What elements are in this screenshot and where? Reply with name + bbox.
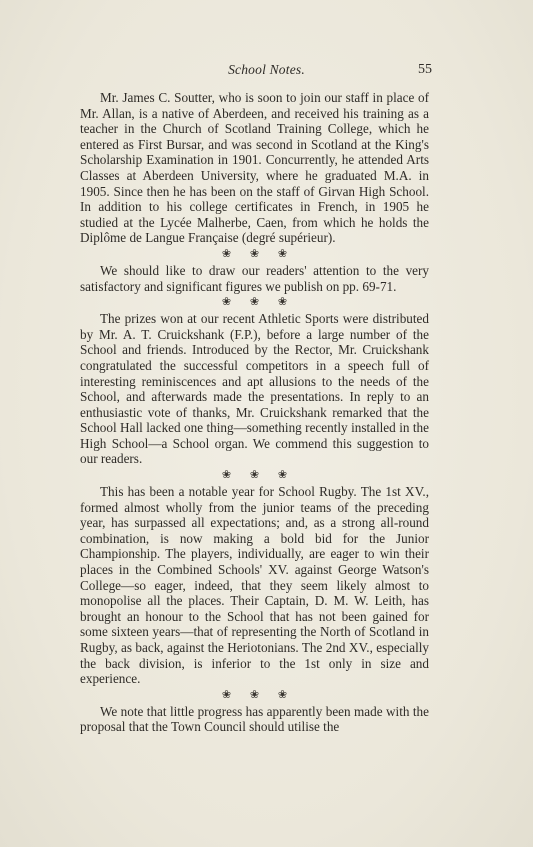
page-body (80, 90, 429, 735)
ornament-divider: ❀ ❀ ❀ (221, 469, 296, 482)
paragraph-figures: We should like to draw our readers' attention to the very satisfactory and significant figures we publish on pp. 69-71. (80, 262, 429, 294)
page-number: 55 (418, 62, 432, 77)
ornament-divider: ❀ ❀ ❀ (221, 688, 296, 701)
running-title: School Notes. (228, 62, 305, 77)
ornament-divider: ❀ ❀ ❀ (221, 247, 296, 260)
paragraph-rugby: This has been a notable year for School Rugby. The 1st XV., formed almost wholly from the junior teams of the preceding year, has surpassed all expectations; and, as a strong all-round combination, is now making a bold bid for the Junior Championship. The players, individually, are eager to win their places in the Combined Schools' XV. against George Watson's College—so eager, indeed, that they seem likely almost to monopolise all the places. Their Captain, D. M. W. Leith, has brought an honour to the School that has not been gained for some sixteen years—that of representing the North of Scotland in Rugby, as back, against the Heriotonians. The 2nd XV., especially the back division, is inferior to the 1st only in size and experience. (80, 484, 429, 687)
page-header (0, 62, 533, 82)
ornament-divider: ❀ ❀ ❀ (221, 296, 296, 309)
paragraph-soutter: Mr. James C. Soutter, who is soon to join our staff in place of Mr. Allan, is a native of Aberdeen, and received his training as a teacher in the Church of Scotland Training College, which he entered as First Bursar, and was second in Scotland at the King's Scholarship Examination in 1901. Concurrently, he attended Arts Classes at Aberdeen University, where he graduated M.A. in 1905. Since then he has been on the staff of Girvan High School. In addition to his college certificates in French, in 1905 he studied at the Lycée Malherbe, Caen, from which he holds the Diplôme de Langue Française (degré supérieur). (80, 90, 429, 246)
paragraph-town-council: We note that little progress has apparently been made with the proposal that the Town Council should utilise the (80, 703, 429, 735)
paragraph-athletic-sports: The prizes won at our recent Athletic Sports were distributed by Mr. A. T. Cruickshank (F.P.), before a large number of the School and friends. Introduced by the Rector, Mr. Cruickshank congratulated the successful competitors in a speech full of interesting reminiscences and apt allusions to the needs of the School, and afterwards made the presentations. In reply to an enthusiastic vote of thanks, Mr. Cruickshank remarked that the School Hall lacked one thing—something recently installed in the High School—a School organ. We commend this suggestion to our readers. (80, 311, 429, 467)
